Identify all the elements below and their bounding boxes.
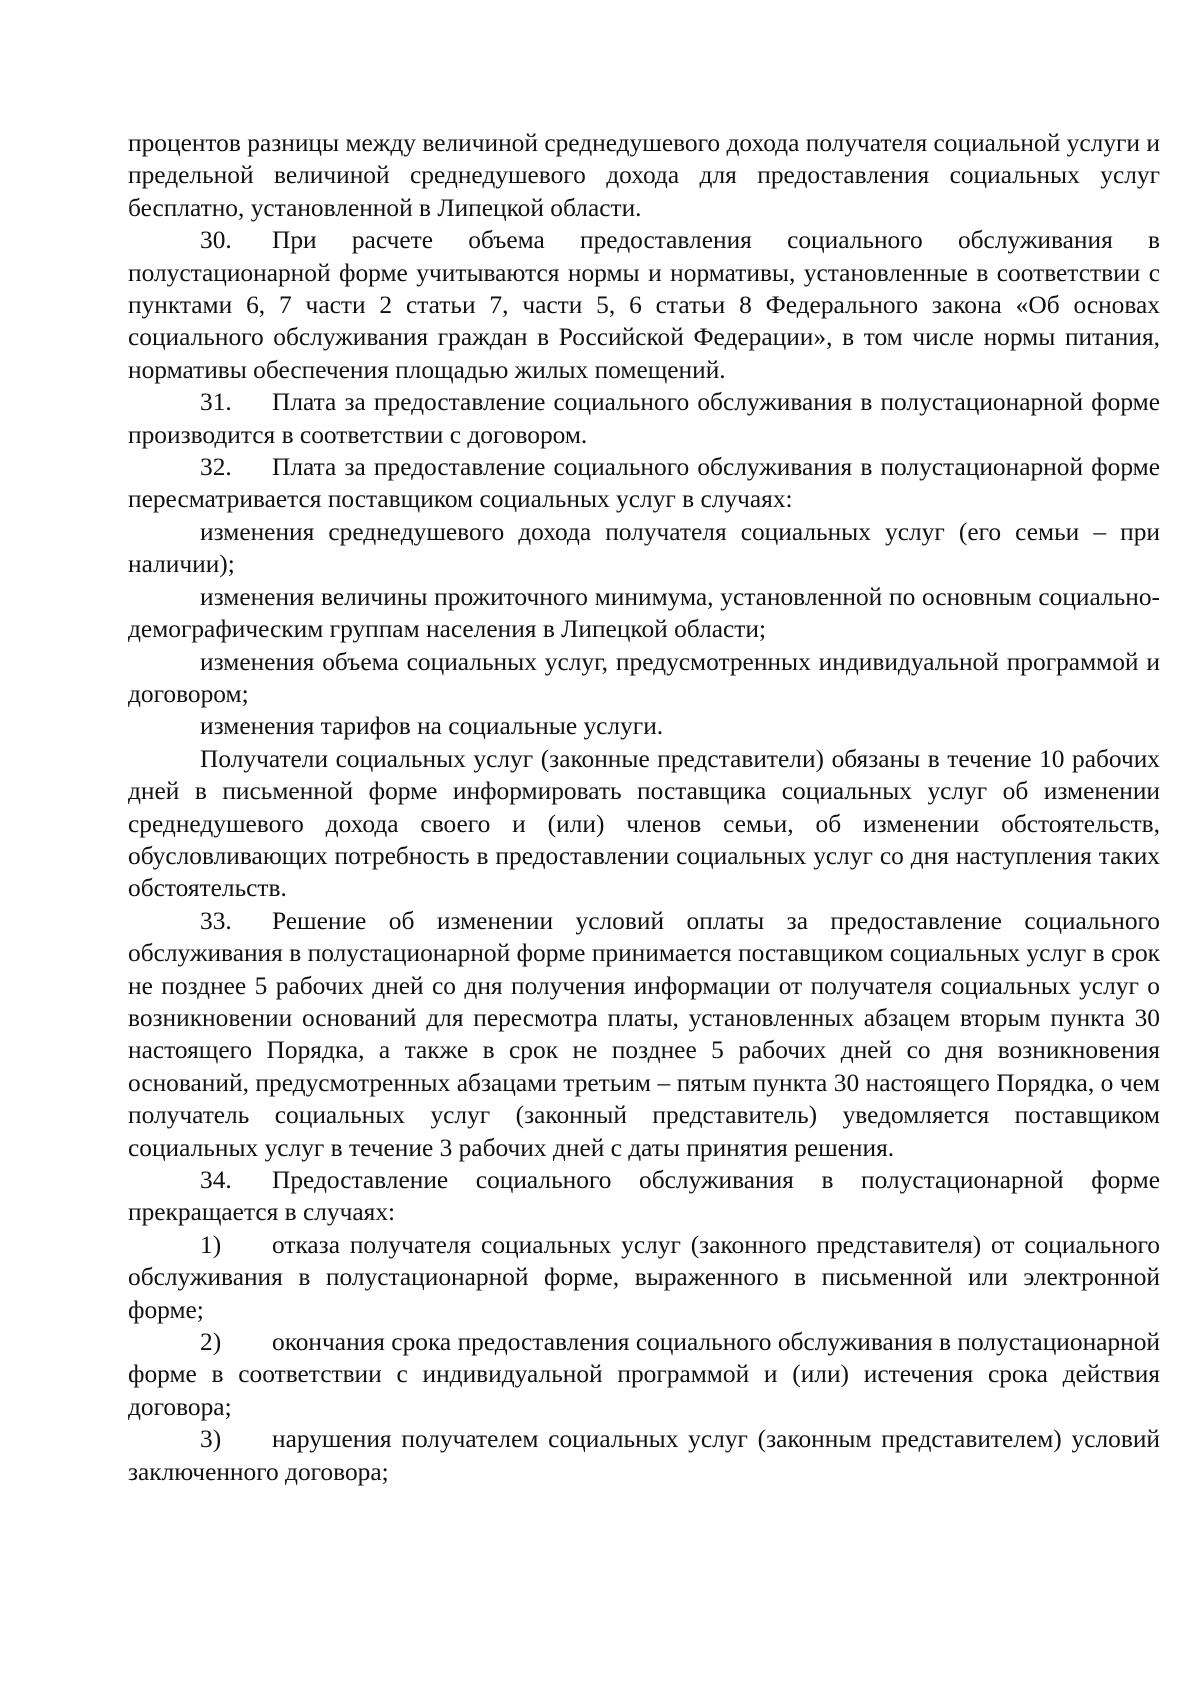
paragraph-32-case-income <box>128 516 1160 581</box>
paragraph-32-obligation <box>128 743 1160 905</box>
paragraph-text: Получатели социальных услуг (законные представители) обязаны в течение 10 рабочих дней в письменной форме информировать поставщика социальных услуг об изменении среднедушевого дохода своего и (или) членов семьи, об изменении обстоятельств, обусловливающих потребность в предоставлении социальных услуг со дня наступления таких обстоятельств. <box>128 744 1160 903</box>
paragraph-text: При расчете объема предоставления социального обслуживания в полустационарной форме учитываются нормы и нормативы, установленные в соответствии с пунктами 6, 7 части 2 статьи 7, части 5, 6 статьи 8 Федерального закона «Об основах социального обслуживания граждан в Российской Федерации», в том числе нормы питания, нормативы обеспечения площадью жилых помещений. <box>128 226 1160 384</box>
paragraph-34-item-1 <box>128 1229 1160 1326</box>
paragraph-text: изменения величины прожиточного минимума, установленной по основным социально-демографическим группам населения в Липецкой области; <box>128 582 1160 644</box>
paragraph-text: Решение об изменении условий оплаты за предоставление социального обслуживания в полустационарной форме принимается поставщиком социальных услуг в срок не позднее 5 рабочих дней со дня получения информации от получателя социальных услуг о возникновении оснований для пересмотра платы, установленных абзацем вторым пункта 30 настоящего Порядка, а также в срок не позднее 5 рабочих дней со дня возникновения оснований, предусмотренных абзацами третьим – пятым пункта 30 настоящего Порядка, о чем получатель социальных услуг (законный представитель) уведомляется поставщиком социальных услуг в течение 3 рабочих дней с даты принятия решения. <box>128 906 1160 1162</box>
paragraph-34 <box>128 1164 1160 1229</box>
item-number: 3) <box>200 1425 222 1454</box>
paragraph-34-item-2 <box>128 1326 1160 1423</box>
paragraph-32-case-tariffs <box>128 710 1160 742</box>
paragraph-text: Предоставление социального обслуживания в полустационарной форме прекращается в случаях: <box>128 1166 1160 1227</box>
paragraph-text: изменения тарифов на социальные услуги. <box>200 712 664 741</box>
item-number: 33. <box>200 906 232 935</box>
item-number: 30. <box>200 226 232 255</box>
paragraph-text: процентов разницы между величиной среднедушевого дохода получателя социальной услуги и предельной величиной среднедушевого дохода для предоставления социальных услуг бесплатно, установленной в Липецкой области. <box>128 129 1160 222</box>
paragraph-text: Плата за предоставление социального обслуживания в полустационарной форме пересматривается поставщиком социальных услуг в случаях: <box>128 453 1160 514</box>
item-number: 2) <box>200 1328 222 1357</box>
item-number: 32. <box>200 453 232 482</box>
paragraph-text: изменения среднедушевого дохода получателя социальных услуг (его семьи – при наличии); <box>128 517 1160 579</box>
paragraph-32 <box>128 451 1160 516</box>
paragraph-34-item-3 <box>128 1423 1160 1488</box>
item-number: 1) <box>200 1230 222 1259</box>
paragraph-text: нарушения получателем социальных услуг (законным представителем) условий заключенного договора; <box>128 1425 1160 1486</box>
document-page <box>128 127 1160 1488</box>
item-number: 34. <box>200 1166 232 1194</box>
paragraph-31 <box>128 386 1160 451</box>
paragraph-text: окончания срока предоставления социального обслуживания в полустационарной форме в соответствии с индивидуальной программой и (или) истечения срока действия договора; <box>128 1328 1160 1421</box>
paragraph-32-case-minimum <box>128 581 1160 646</box>
item-number: 31. <box>200 388 232 417</box>
paragraph-30 <box>128 224 1160 386</box>
paragraph-32-case-volume <box>128 646 1160 711</box>
paragraph-continuation <box>128 127 1160 224</box>
paragraph-text: отказа получателя социальных услуг (законного представителя) от социального обслуживания в полустационарной форме, выраженного в письменной или электронной форме; <box>128 1230 1160 1324</box>
paragraph-33 <box>128 905 1160 1164</box>
paragraph-text: изменения объема социальных услуг, предусмотренных индивидуальной программой и договором; <box>128 647 1160 708</box>
paragraph-text: Плата за предоставление социального обслуживания в полустационарной форме производится в соответствии с договором. <box>128 388 1160 449</box>
